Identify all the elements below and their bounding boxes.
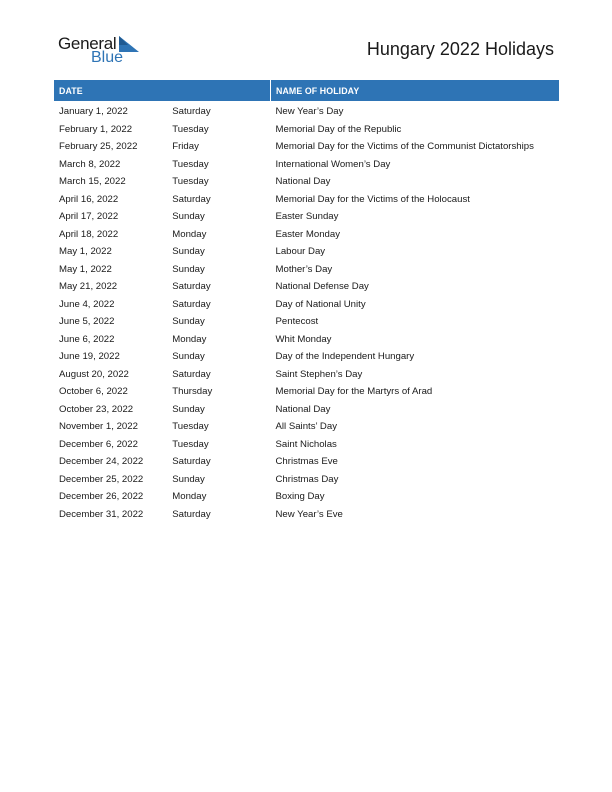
holiday-weekday-cell: Monday	[172, 228, 207, 240]
table-row	[54, 173, 559, 191]
holiday-date-cell: June 6, 2022	[59, 333, 115, 345]
holiday-date-cell: March 15, 2022	[59, 176, 126, 188]
holiday-name-cell: All Saints’ Day	[275, 421, 337, 433]
table-row	[54, 348, 559, 366]
holiday-weekday-cell: Tuesday	[172, 438, 209, 450]
holiday-name-cell: Boxing Day	[275, 491, 325, 503]
holiday-date-cell: August 20, 2022	[59, 368, 129, 380]
table-row	[54, 243, 559, 261]
holiday-name-cell: New Year’s Day	[275, 106, 344, 118]
table-row	[54, 488, 559, 506]
page-title: Hungary 2022 Holidays	[366, 39, 554, 59]
holiday-weekday-cell: Tuesday	[172, 421, 209, 433]
holiday-name-cell: National Day	[275, 176, 331, 188]
holiday-name-cell: Mother’s Day	[275, 263, 333, 275]
table-row	[54, 366, 559, 384]
holiday-weekday-cell: Saturday	[172, 298, 211, 310]
table-row	[54, 471, 559, 489]
holiday-weekday-cell: Sunday	[172, 351, 205, 363]
table-row	[54, 191, 559, 209]
holiday-weekday-cell: Tuesday	[172, 176, 209, 188]
table-row	[54, 418, 559, 436]
holiday-name-cell: Saint Nicholas	[275, 438, 337, 450]
holiday-name-cell: Memorial Day of the Republic	[275, 123, 402, 135]
holiday-name-cell: Memorial Day for the Victims of the Holocaust	[275, 193, 470, 205]
holiday-date-cell: October 23, 2022	[59, 403, 134, 415]
holiday-date-cell: December 26, 2022	[59, 491, 144, 503]
table-row	[54, 261, 559, 279]
table-row	[54, 278, 559, 296]
table-row	[54, 208, 559, 226]
holiday-date-cell: April 17, 2022	[59, 211, 119, 223]
table-row	[54, 101, 559, 121]
holiday-name-cell: National Day	[275, 403, 331, 415]
holiday-date-cell: February 1, 2022	[59, 123, 133, 135]
holiday-date-cell: November 1, 2022	[59, 421, 138, 433]
holiday-name-cell: New Year’s Eve	[275, 508, 343, 520]
holiday-name-cell: Memorial Day for the Victims of the Communist Dictatorships	[275, 141, 534, 153]
table-row	[54, 296, 559, 314]
holiday-date-cell: October 6, 2022	[59, 386, 128, 398]
holiday-date-cell: June 4, 2022	[59, 298, 115, 310]
holiday-date-cell: December 31, 2022	[59, 508, 144, 520]
holiday-name-cell: Day of the Independent Hungary	[275, 351, 415, 363]
holiday-weekday-cell: Saturday	[172, 456, 211, 468]
table-header-row	[54, 80, 559, 101]
holiday-name-cell: Whit Monday	[275, 333, 332, 345]
holiday-weekday-cell: Saturday	[172, 281, 211, 293]
holiday-name-cell: Labour Day	[275, 246, 326, 258]
holiday-date-cell: April 18, 2022	[59, 228, 119, 240]
holiday-name-cell: Day of National Unity	[275, 298, 366, 310]
holiday-weekday-cell: Friday	[172, 141, 199, 153]
holiday-name-cell: International Women’s Day	[275, 158, 391, 170]
holiday-name-cell: Easter Sunday	[275, 211, 339, 223]
table-row	[54, 138, 559, 156]
holiday-weekday-cell: Sunday	[172, 211, 205, 223]
holiday-weekday-cell: Sunday	[172, 473, 205, 485]
holiday-date-cell: December 24, 2022	[59, 456, 144, 468]
holiday-weekday-cell: Monday	[172, 333, 207, 345]
table-row	[54, 401, 559, 419]
generalblue-logo	[58, 34, 148, 68]
holiday-date-cell: January 1, 2022	[59, 106, 128, 118]
holiday-date-cell: June 19, 2022	[59, 351, 120, 363]
holiday-weekday-cell: Sunday	[172, 403, 205, 415]
holiday-weekday-cell: Sunday	[172, 263, 205, 275]
table-row	[54, 226, 559, 244]
holiday-weekday-cell: Thursday	[172, 386, 213, 398]
holiday-weekday-cell: Tuesday	[172, 158, 209, 170]
holiday-name-cell: Christmas Day	[275, 473, 339, 485]
holiday-date-cell: May 21, 2022	[59, 281, 118, 293]
holiday-name-cell: Pentecost	[275, 316, 319, 328]
holiday-date-cell: April 16, 2022	[59, 193, 119, 205]
holiday-table	[54, 80, 559, 523]
holiday-name-cell: National Defense Day	[275, 281, 369, 293]
holiday-date-cell: March 8, 2022	[59, 158, 121, 170]
holiday-weekday-cell: Monday	[172, 491, 207, 503]
table-row	[54, 383, 559, 401]
holiday-date-cell: December 6, 2022	[59, 438, 138, 450]
table-row	[54, 313, 559, 331]
table-row	[54, 436, 559, 454]
holiday-date-cell: June 5, 2022	[59, 316, 115, 328]
holiday-date-cell: February 25, 2022	[59, 141, 138, 153]
holiday-rows	[54, 101, 559, 523]
holiday-weekday-cell: Saturday	[172, 508, 211, 520]
table-row	[54, 156, 559, 174]
column-header-date: DATE	[54, 80, 271, 101]
table-row	[54, 331, 559, 349]
holiday-weekday-cell: Saturday	[172, 106, 211, 118]
table-row	[54, 453, 559, 471]
holiday-weekday-cell: Saturday	[172, 193, 211, 205]
holiday-weekday-cell: Sunday	[172, 316, 205, 328]
column-header-holiday-name: NAME OF HOLIDAY	[271, 80, 560, 101]
holiday-name-cell: Christmas Eve	[275, 456, 338, 468]
holiday-weekday-cell: Saturday	[172, 368, 211, 380]
holiday-name-cell: Saint Stephen’s Day	[275, 368, 363, 380]
holiday-name-cell: Easter Monday	[275, 228, 341, 240]
logo-text-blue: Blue	[91, 49, 124, 66]
holiday-weekday-cell: Sunday	[172, 246, 205, 258]
holiday-date-cell: May 1, 2022	[59, 263, 112, 275]
table-row	[54, 121, 559, 139]
logo-text-general: General	[58, 34, 117, 53]
table-row	[54, 506, 559, 524]
holiday-date-cell: May 1, 2022	[59, 246, 112, 258]
holiday-name-cell: Memorial Day for the Martyrs of Arad	[275, 386, 433, 398]
holiday-date-cell: December 25, 2022	[59, 473, 144, 485]
holiday-weekday-cell: Tuesday	[172, 123, 209, 135]
